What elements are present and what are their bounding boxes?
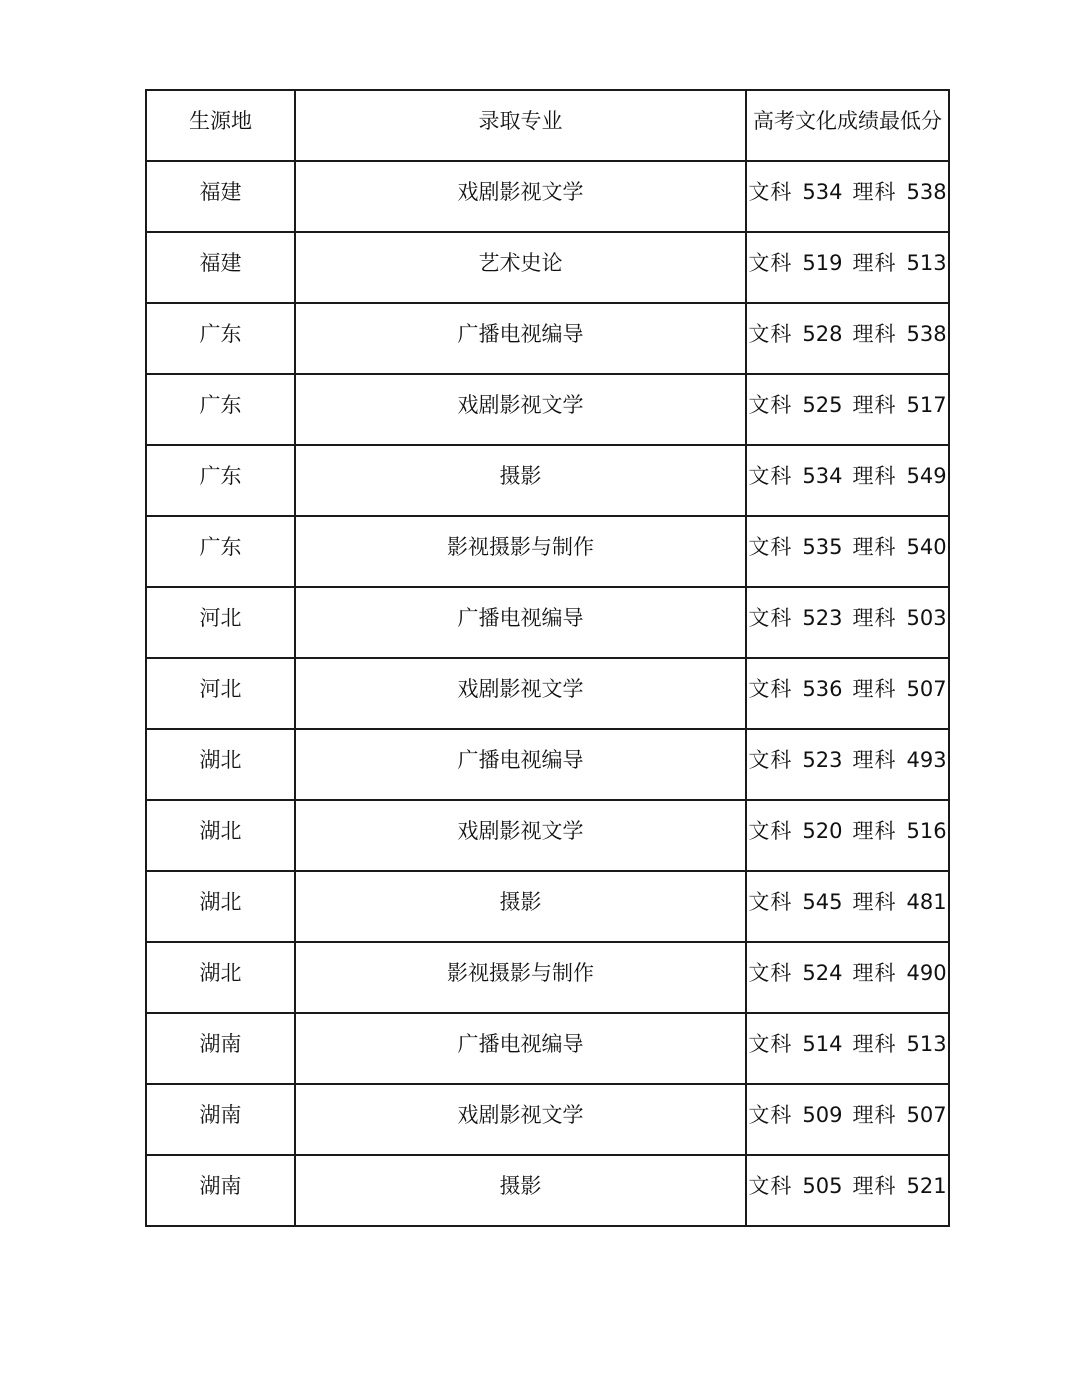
table-row (146, 1013, 949, 1084)
li-label: 理科 (852, 464, 897, 488)
wen-score: 505 (802, 1174, 843, 1198)
wen-label: 文科 (748, 890, 793, 914)
table-row (146, 729, 949, 800)
wen-score: 545 (802, 890, 843, 914)
cell-region: 湖南 (146, 1084, 295, 1155)
admission-score-table-container (145, 89, 950, 1227)
table-row (146, 1155, 949, 1226)
table-body (146, 161, 949, 1226)
table-row (146, 1084, 949, 1155)
cell-region: 广东 (146, 374, 295, 445)
table-row (146, 445, 949, 516)
wen-label: 文科 (748, 1032, 793, 1056)
wen-score: 520 (802, 819, 843, 843)
cell-region: 湖北 (146, 871, 295, 942)
li-label: 理科 (852, 890, 897, 914)
wen-label: 文科 (748, 464, 793, 488)
cell-major: 广播电视编导 (295, 303, 746, 374)
cell-major: 戏剧影视文学 (295, 1084, 746, 1155)
cell-major: 摄影 (295, 445, 746, 516)
li-score: 507 (906, 677, 947, 701)
li-score: 540 (906, 535, 947, 559)
wen-score: 534 (802, 180, 843, 204)
li-score: 521 (906, 1174, 947, 1198)
li-label: 理科 (852, 819, 897, 843)
cell-min-score (746, 161, 949, 232)
wen-label: 文科 (748, 535, 793, 559)
cell-region: 广东 (146, 303, 295, 374)
wen-label: 文科 (748, 251, 793, 275)
cell-major: 戏剧影视文学 (295, 161, 746, 232)
wen-label: 文科 (748, 322, 793, 346)
cell-major: 摄影 (295, 871, 746, 942)
li-score: 481 (906, 890, 947, 914)
cell-min-score (746, 445, 949, 516)
cell-min-score (746, 374, 949, 445)
cell-min-score (746, 303, 949, 374)
cell-major: 广播电视编导 (295, 1013, 746, 1084)
table-row (146, 303, 949, 374)
cell-min-score (746, 871, 949, 942)
cell-region: 湖北 (146, 800, 295, 871)
table-header-row (146, 90, 949, 161)
cell-region: 福建 (146, 232, 295, 303)
wen-score: 523 (802, 606, 843, 630)
li-score: 503 (906, 606, 947, 630)
cell-min-score (746, 232, 949, 303)
cell-min-score (746, 516, 949, 587)
table-row (146, 161, 949, 232)
li-score: 516 (906, 819, 947, 843)
wen-label: 文科 (748, 677, 793, 701)
wen-score: 536 (802, 677, 843, 701)
cell-major: 戏剧影视文学 (295, 658, 746, 729)
cell-major: 戏剧影视文学 (295, 800, 746, 871)
li-score: 538 (906, 322, 947, 346)
table-row (146, 587, 949, 658)
wen-score: 514 (802, 1032, 843, 1056)
wen-label: 文科 (748, 606, 793, 630)
li-score: 507 (906, 1103, 947, 1127)
cell-region: 河北 (146, 658, 295, 729)
table-row (146, 871, 949, 942)
li-label: 理科 (852, 393, 897, 417)
cell-major: 艺术史论 (295, 232, 746, 303)
li-label: 理科 (852, 1103, 897, 1127)
wen-label: 文科 (748, 393, 793, 417)
wen-label: 文科 (748, 1103, 793, 1127)
cell-min-score (746, 1155, 949, 1226)
wen-label: 文科 (748, 748, 793, 772)
li-score: 513 (906, 251, 947, 275)
cell-region: 广东 (146, 445, 295, 516)
wen-label: 文科 (748, 1174, 793, 1198)
li-label: 理科 (852, 748, 897, 772)
admission-score-table (145, 89, 950, 1227)
wen-score: 509 (802, 1103, 843, 1127)
cell-major: 广播电视编导 (295, 587, 746, 658)
wen-label: 文科 (748, 819, 793, 843)
cell-region: 湖北 (146, 729, 295, 800)
cell-min-score (746, 1013, 949, 1084)
li-score: 493 (906, 748, 947, 772)
wen-score: 524 (802, 961, 843, 985)
cell-min-score (746, 587, 949, 658)
li-score: 517 (906, 393, 947, 417)
wen-score: 519 (802, 251, 843, 275)
table-row (146, 232, 949, 303)
li-label: 理科 (852, 251, 897, 275)
cell-min-score (746, 942, 949, 1013)
cell-min-score (746, 800, 949, 871)
cell-region: 湖南 (146, 1155, 295, 1226)
table-row (146, 800, 949, 871)
cell-region: 广东 (146, 516, 295, 587)
li-score: 549 (906, 464, 947, 488)
li-score: 513 (906, 1032, 947, 1056)
li-label: 理科 (852, 677, 897, 701)
cell-major: 摄影 (295, 1155, 746, 1226)
wen-label: 文科 (748, 961, 793, 985)
cell-min-score (746, 729, 949, 800)
table-row (146, 942, 949, 1013)
li-label: 理科 (852, 180, 897, 204)
li-label: 理科 (852, 1174, 897, 1198)
cell-min-score (746, 1084, 949, 1155)
cell-region: 湖南 (146, 1013, 295, 1084)
table-row (146, 658, 949, 729)
cell-major: 影视摄影与制作 (295, 942, 746, 1013)
li-label: 理科 (852, 322, 897, 346)
cell-region: 湖北 (146, 942, 295, 1013)
header-region: 生源地 (146, 90, 295, 161)
li-score: 538 (906, 180, 947, 204)
cell-major: 影视摄影与制作 (295, 516, 746, 587)
cell-major: 戏剧影视文学 (295, 374, 746, 445)
wen-score: 534 (802, 464, 843, 488)
li-label: 理科 (852, 535, 897, 559)
wen-label: 文科 (748, 180, 793, 204)
li-label: 理科 (852, 961, 897, 985)
li-label: 理科 (852, 606, 897, 630)
li-score: 490 (906, 961, 947, 985)
li-label: 理科 (852, 1032, 897, 1056)
table-row (146, 516, 949, 587)
header-min-score: 高考文化成绩最低分 (746, 90, 949, 161)
cell-region: 福建 (146, 161, 295, 232)
header-major: 录取专业 (295, 90, 746, 161)
wen-score: 523 (802, 748, 843, 772)
table-row (146, 374, 949, 445)
wen-score: 535 (802, 535, 843, 559)
wen-score: 525 (802, 393, 843, 417)
wen-score: 528 (802, 322, 843, 346)
cell-region: 河北 (146, 587, 295, 658)
cell-min-score (746, 658, 949, 729)
cell-major: 广播电视编导 (295, 729, 746, 800)
